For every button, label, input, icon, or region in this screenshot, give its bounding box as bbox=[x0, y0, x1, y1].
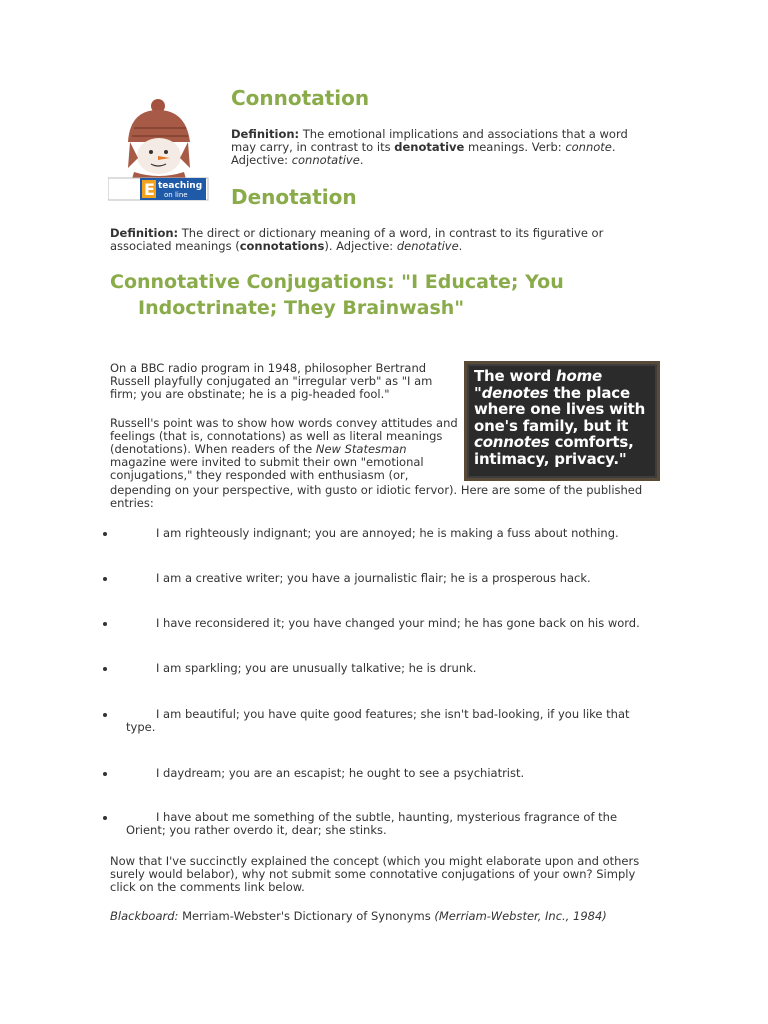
denotation-definition: Definition: The direct or dictionary meaning of a word, in contrast to its figurative or associated meanings (connotations). Adjective: denotative. bbox=[110, 226, 604, 253]
list-item: I have about me something of the subtle, haunting, mysterious fragrance of the Orient; you rather overdo it, dear; she stinks. bbox=[126, 810, 618, 837]
intro-paragraph-1: On a BBC radio program in 1948, philosopher Bertrand Russell playfully conjugated an "irregular verb" as "I am firm; you are obstinate; he is a pig-headed fool." bbox=[110, 361, 433, 401]
logo-line1: teaching bbox=[158, 181, 203, 191]
connotation-def-label: Definition: bbox=[231, 127, 300, 141]
bullet-icon bbox=[103, 618, 111, 626]
svg-text:E: E bbox=[144, 180, 155, 199]
intro-paragraph-2-cont: depending on your perspective, with gusto or idiotic fervor). Here are some of the published entries: bbox=[110, 483, 643, 510]
bullet-icon bbox=[103, 663, 111, 671]
list-item: I am a creative writer; you have a journalistic flair; he is a prosperous hack. bbox=[156, 571, 591, 585]
logo-line2: on line bbox=[164, 191, 188, 199]
bullet-icon bbox=[103, 528, 111, 536]
connotation-definition: Definition: The emotional implications and associations that a word may carry, in contrast to its denotative meanings. Verb: connote. Adjective: connotative. bbox=[231, 127, 628, 167]
section-title-line2: Indoctrinate; They Brainwash" bbox=[138, 297, 465, 319]
denotation-title: Denotation bbox=[231, 185, 357, 209]
blackboard-image bbox=[464, 361, 660, 481]
bullet-icon bbox=[103, 709, 111, 717]
blackboard-text: The word home "denotes the place where one lives with one's family, but it connotes comforts, intimacy, privacy." bbox=[474, 367, 646, 468]
list-item: I am sparkling; you are unusually talkative; he is drunk. bbox=[156, 661, 477, 675]
bullet-icon bbox=[103, 812, 111, 820]
denotation-def-label: Definition: bbox=[110, 226, 179, 240]
section-title bbox=[110, 269, 670, 321]
section-title-line1: Connotative Conjugations: "I Educate; You bbox=[110, 271, 564, 293]
image-source-credit: Blackboard: Merriam-Webster's Dictionary of Synonyms (Merriam-Webster, Inc., 1984) bbox=[110, 909, 607, 923]
list-item: I have reconsidered it; you have changed your mind; he has gone back on his word. bbox=[156, 616, 640, 630]
bullet-icon bbox=[103, 768, 111, 776]
closing-paragraph: Now that I've succinctly explained the concept (which you might elaborate upon and others surely would belabor), why not submit some connotative conjugations of your own? Simply click on the comments link below. bbox=[110, 854, 640, 894]
list-item: I am beautiful; you have quite good features; she isn't bad-looking, if you like that type. bbox=[126, 707, 630, 734]
list-item: I am righteously indignant; you are annoyed; he is making a fuss about nothing. bbox=[156, 526, 619, 540]
list-item: I daydream; you are an escapist; he ought to see a psychiatrist. bbox=[156, 766, 525, 780]
intro-paragraph-2: Russell's point was to show how words convey attitudes and feelings (that is, connotations) as well as literal meanings (denotations). When readers of the New Statesman magazine were invited to submit their own "emotional conjugations," they responded with enthusiasm (or, bbox=[110, 416, 458, 482]
connotation-title: Connotation bbox=[231, 86, 370, 110]
teaching-online-mascot bbox=[108, 98, 218, 202]
bullet-icon bbox=[103, 573, 111, 581]
